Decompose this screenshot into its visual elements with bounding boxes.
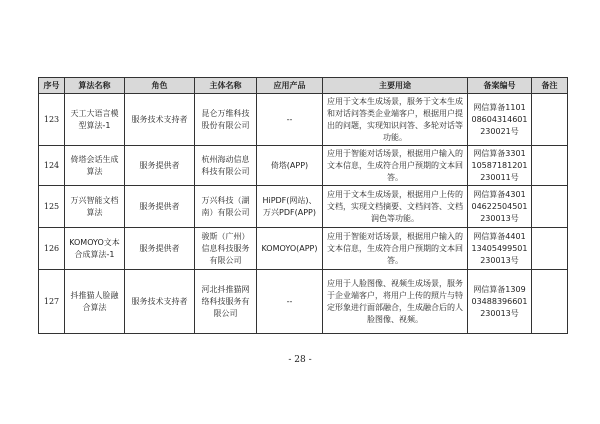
cell-no: 126 <box>39 228 65 270</box>
header-algorithm-name: 算法名称 <box>65 78 125 94</box>
header-purpose: 主要用途 <box>323 78 468 94</box>
cell-no: 127 <box>39 270 65 334</box>
cell-product: 倚塔(APP) <box>257 146 323 186</box>
header-filing-number: 备案编号 <box>468 78 532 94</box>
header-product: 应用产品 <box>257 78 323 94</box>
cell-role: 服务提供者 <box>125 228 195 270</box>
cell-no: 125 <box>39 186 65 228</box>
cell-entity: 昆仑万维科技股份有限公司 <box>195 94 257 146</box>
page-number: - 28 - <box>288 355 312 365</box>
table-row <box>39 228 568 270</box>
cell-role: 服务技术支持者 <box>125 270 195 334</box>
cell-filing-number: 网信算备330110587181201230011号 <box>468 146 532 186</box>
cell-role: 服务技术支持者 <box>125 94 195 146</box>
table-row <box>39 186 568 228</box>
cell-remark <box>532 228 568 270</box>
cell-no: 123 <box>39 94 65 146</box>
cell-algorithm-name: 万兴智能文档算法 <box>65 186 125 228</box>
cell-filing-number: 网信算备430104622504501230013号 <box>468 186 532 228</box>
cell-role: 服务提供者 <box>125 186 195 228</box>
cell-purpose: 应用于文本生成场景，根据用户上传的文档，实现文档摘要、文档问答、文档润色等功能。 <box>323 186 468 228</box>
cell-no: 124 <box>39 146 65 186</box>
algorithm-registry-table <box>38 77 568 334</box>
cell-role: 服务提供者 <box>125 146 195 186</box>
cell-remark <box>532 270 568 334</box>
cell-algorithm-name: KOMOYO文本合成算法-1 <box>65 228 125 270</box>
cell-remark <box>532 146 568 186</box>
cell-entity: 河北抖推猫网络科技服务有限公司 <box>195 270 257 334</box>
table-row <box>39 270 568 334</box>
cell-entity: 万兴科技（湖南）有限公司 <box>195 186 257 228</box>
cell-purpose: 应用于文本生成场景，服务于文本生成和对话问答类企业端客户，根据用户提出的问题，实现知识问答、多轮对话等功能。 <box>323 94 468 146</box>
cell-product: HiPDF(网站)、万兴PDF(APP) <box>257 186 323 228</box>
cell-product: -- <box>257 270 323 334</box>
header-remark: 备注 <box>532 78 568 94</box>
cell-algorithm-name: 抖推猫人脸融合算法 <box>65 270 125 334</box>
cell-algorithm-name: 倚塔会话生成算法 <box>65 146 125 186</box>
header-role: 角色 <box>125 78 195 94</box>
header-no: 序号 <box>39 78 65 94</box>
cell-purpose: 应用于人脸图像、视频生成场景，服务于企业端客户，将用户上传的照片与特定形象进行面部融合，生成融合后的人脸图像、视频。 <box>323 270 468 334</box>
table-header-row <box>39 78 568 94</box>
cell-filing-number: 网信算备130903488396601230013号 <box>468 270 532 334</box>
table-row <box>39 146 568 186</box>
cell-filing-number: 网信算备440113405499501230013号 <box>468 228 532 270</box>
cell-remark <box>532 94 568 146</box>
cell-remark <box>532 186 568 228</box>
cell-product: -- <box>257 94 323 146</box>
cell-product: KOMOYO(APP) <box>257 228 323 270</box>
header-entity: 主体名称 <box>195 78 257 94</box>
cell-algorithm-name: 天工大语言模型算法-1 <box>65 94 125 146</box>
cell-purpose: 应用于智能对话场景，根据用户输入的文本信息，生成符合用户预期的文本回答。 <box>323 228 468 270</box>
cell-entity: 骏斯（广州）信息科技服务有限公司 <box>195 228 257 270</box>
cell-purpose: 应用于智能对话场景，根据用户输入的文本信息，生成符合用户预期的文本回答。 <box>323 146 468 186</box>
cell-entity: 杭州海动信息科技有限公司 <box>195 146 257 186</box>
table-row <box>39 94 568 146</box>
cell-filing-number: 网信算备110108604314601230021号 <box>468 94 532 146</box>
